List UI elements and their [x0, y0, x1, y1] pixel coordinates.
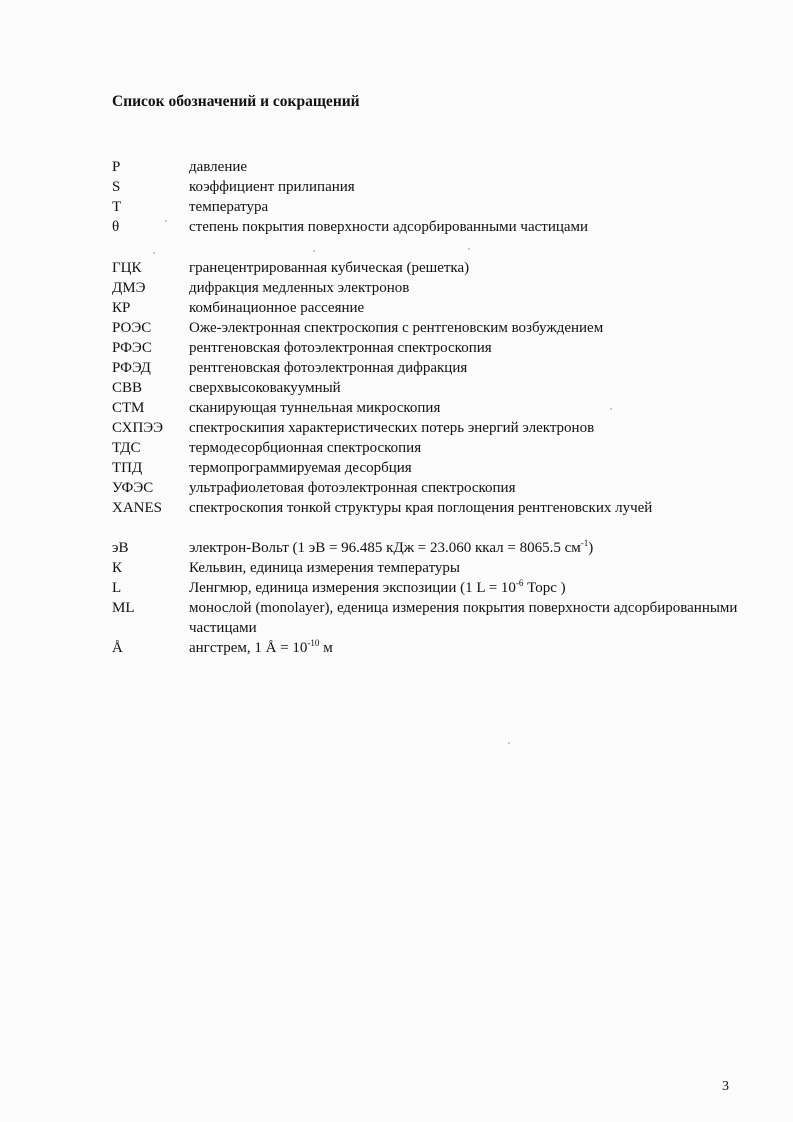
definition: коэффициент прилипания [189, 179, 355, 195]
list-item [112, 458, 752, 478]
list-item [112, 478, 752, 498]
definition: термодесорбционная спектроскопия [189, 440, 422, 456]
abbreviation: эВ [112, 540, 129, 556]
abbreviation: СХПЭЭ [112, 420, 164, 436]
list-item [112, 378, 752, 398]
list-item [112, 578, 752, 598]
definition: термопрограммируемая десорбция [189, 460, 412, 476]
list-item [112, 358, 752, 378]
definition: сканирующая туннельная микроскопия [189, 400, 441, 416]
definition: рентгеновская фотоэлектронная спектроскопия [189, 340, 492, 356]
list-item [112, 538, 752, 558]
abbreviation: ТПД [112, 460, 143, 476]
definition [189, 638, 752, 658]
superscript: -1 [580, 538, 589, 548]
abbreviation: РФЭД [112, 360, 151, 376]
definition: сверхвысоковакуумный [189, 380, 341, 396]
definition: спектроскопия тонкой структуры края поглощения рентгеновских лучей [189, 500, 653, 516]
abbreviation: СВВ [112, 380, 143, 396]
abbreviation: T [112, 199, 122, 215]
list-item [112, 318, 752, 338]
superscript: -6 [515, 578, 524, 588]
list-item [112, 438, 752, 458]
abbreviation: К [112, 560, 123, 576]
list-item [112, 498, 752, 518]
abbreviation: КР [112, 300, 131, 316]
abbreviation: ML [112, 600, 135, 616]
definition: спектроскипия характеристических потерь энергий электронов [189, 420, 595, 436]
scan-speck [610, 408, 612, 410]
definition: комбинационное рассеяние [189, 300, 365, 316]
definition-text: ) [588, 540, 594, 556]
abbreviation: ТДС [112, 440, 141, 456]
scan-speck [313, 250, 315, 252]
definition: ультрафиолетовая фотоэлектронная спектроскопия [189, 480, 516, 496]
definition-text: м [319, 640, 333, 656]
definition: Кельвин, единица измерения температуры [189, 560, 461, 576]
page-title: Список обозначений и сокращений [112, 93, 360, 110]
abbreviation: РОЭС [112, 320, 152, 336]
abbreviation: θ [112, 219, 120, 235]
definition: монослой (monolayer), еденица измерения покрытия поверхности адсорбированными частицами [189, 600, 738, 636]
definition-text: Ленгмюр, единица измерения экспозиции (1 L = 10 [189, 580, 516, 596]
definition [189, 538, 752, 558]
definition-text: электрон-Вольт (1 эВ = 96.485 кДж = 23.060 ккал = 8065.5 см [189, 540, 581, 556]
abbreviation: УФЭС [112, 480, 154, 496]
definition: температура [189, 199, 269, 215]
list-item [112, 197, 752, 217]
definition: рентгеновская фотоэлектронная дифракция [189, 360, 468, 376]
list-item [112, 398, 752, 418]
list-item [112, 157, 752, 177]
list-item [112, 298, 752, 318]
abbreviation: ДМЭ [112, 280, 146, 296]
abbreviation: L [112, 580, 122, 596]
definition: степень покрытия поверхности адсорбированными частицами [189, 219, 589, 235]
definition-text: ангстрем, 1 Å = 10 [189, 640, 308, 656]
definition: дифракция медленных электронов [189, 280, 410, 296]
abbreviation: ГЦК [112, 260, 142, 276]
definition [189, 578, 752, 598]
scan-speck [153, 252, 155, 254]
list-item [112, 418, 752, 438]
definition: гранецентрированная кубическая (решетка) [189, 260, 470, 276]
definition-text: Торс ) [523, 580, 566, 596]
page-number: 3 [722, 1079, 729, 1094]
abbreviation: XANES [112, 500, 163, 516]
abbreviation: S [112, 179, 121, 195]
superscript: -10 [307, 638, 320, 648]
list-item [112, 177, 752, 197]
list-item [112, 338, 752, 358]
list-item [112, 598, 752, 638]
abbreviation: Å [112, 640, 123, 656]
list-item [112, 278, 752, 298]
abbreviation: СТМ [112, 400, 145, 416]
definition: Оже-электронная спектроскопия с рентгеновским возбуждением [189, 320, 604, 336]
list-item [112, 217, 752, 237]
list-item [112, 558, 752, 578]
scan-speck [165, 220, 167, 222]
abbreviation: РФЭС [112, 340, 152, 356]
list-item [112, 638, 752, 658]
abbreviation: P [112, 159, 121, 175]
definition: давление [189, 159, 248, 175]
list-item [112, 258, 752, 278]
units-list [112, 538, 752, 658]
abbreviations-list [112, 258, 752, 518]
scan-speck [468, 248, 470, 250]
symbols-list [112, 157, 752, 237]
scan-speck [508, 742, 510, 744]
